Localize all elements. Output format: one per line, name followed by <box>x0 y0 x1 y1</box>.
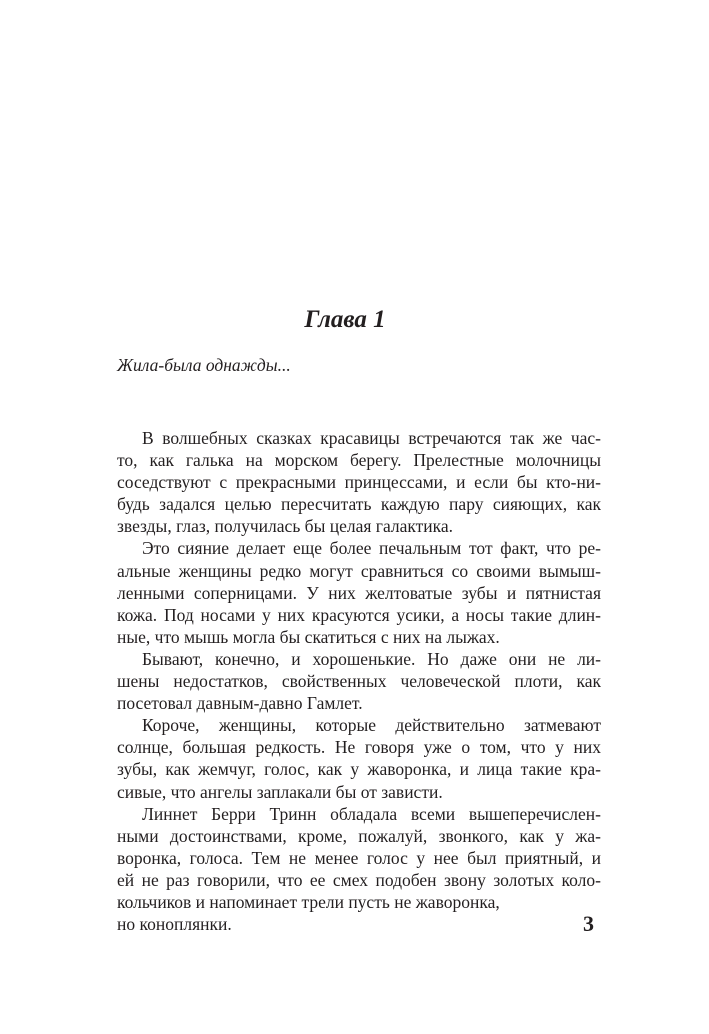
text-line: соседствуют с прекрасными принцессами, и если бы кто-ни- <box>117 472 601 493</box>
text-line: ей не раз говорили, что ее смех подобен звону золотых коло- <box>117 869 601 890</box>
text-line: ленными соперницами. У них желтоватые зубы и пятнистая <box>117 582 601 603</box>
text-line: В волшебных сказках красавицы встречаются так же час- <box>142 428 601 448</box>
text-line: будь задался целью пересчитать каждую пару сияющих, как <box>117 494 601 515</box>
text-line: сивые, что ангелы заплакали бы от зависти. <box>117 781 443 802</box>
text-line: посетовал давным-давно Гамлет. <box>117 693 363 714</box>
text-line: кожа. Под носами у них красуются усики, а носы такие длин- <box>117 604 601 625</box>
text-line: воронка, голоса. Тем не менее голос у нее был приятный, и <box>117 847 601 868</box>
text-line: Короче, женщины, которые действительно затмевают <box>142 715 601 736</box>
page-number: 3 <box>583 911 594 936</box>
text-line: альные женщины редко могут сравниться со своими вымыш- <box>117 560 601 581</box>
text-line: то, как галька на морском берегу. Прелестные молочницы <box>117 450 601 471</box>
text-line: зубы, как жемчуг, голос, как у жаворонка, и лица такие кра- <box>117 759 601 780</box>
text-line: шены недостатков, свойственных человеческой плоти, как <box>117 671 601 692</box>
text-line: ные, что мышь могла бы скатиться с них на лыжах. <box>117 626 500 647</box>
epigraph: Жила-была однажды... <box>117 355 291 375</box>
text-line: звезды, глаз, получилась бы целая галактика. <box>117 516 454 537</box>
text-line: но коноплянки. <box>117 914 232 935</box>
body-text <box>117 427 601 935</box>
text-line: Бывают, конечно, и хорошенькие. Но даже они не ли- <box>142 648 601 669</box>
text-line: Линнет Берри Тринн обладала всеми вышеперечислен- <box>142 803 601 824</box>
text-line: Это сияние делает еще более печальным тот факт, что ре- <box>142 538 601 559</box>
text-line: солнце, большая редкость. Не говоря уже о том, что у них <box>117 737 601 758</box>
text-line: ными достоинствами, кроме, пожалуй, звонкого, как у жа- <box>117 825 601 846</box>
chapter-title: Глава 1 <box>304 306 386 333</box>
text-line: кольчиков и напоминает трели пусть не жаворонка, <box>117 891 500 912</box>
